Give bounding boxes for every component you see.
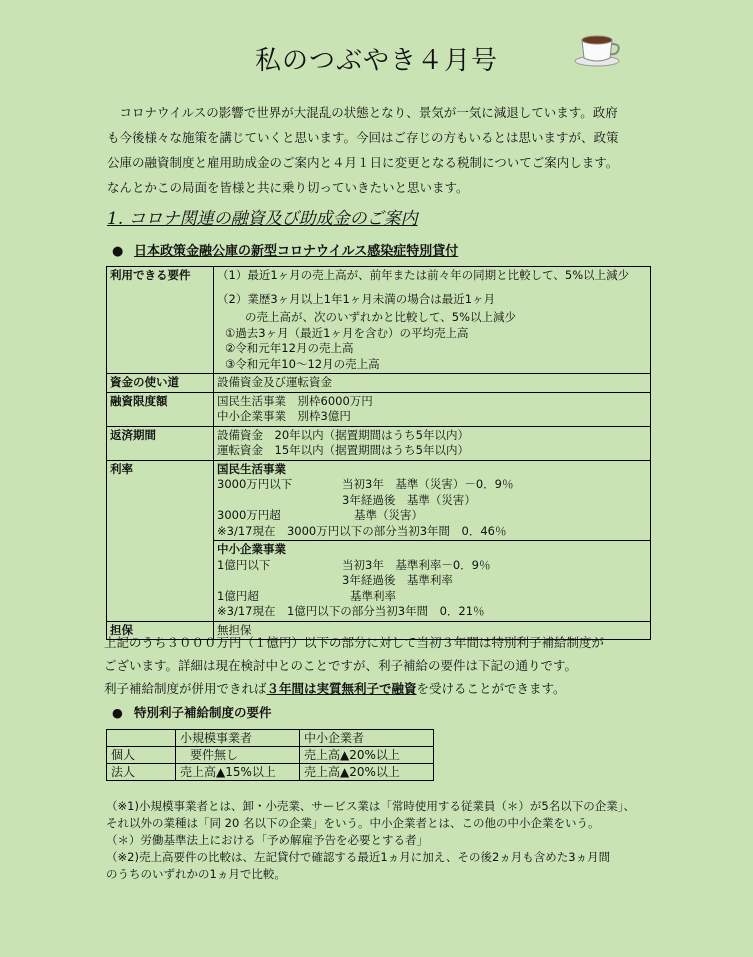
row-label: 利率 xyxy=(107,460,214,621)
col-header: 小規模事業者 xyxy=(176,730,300,747)
row-label: 法人 xyxy=(107,764,176,781)
row-label: 融資限度額 xyxy=(107,392,214,426)
table-row xyxy=(107,460,651,541)
bullet-icon: ● xyxy=(112,244,124,259)
intro-paragraph: コロナウイルスの影響で世界が大混乱の状態となり、景気が一気に減退しています。政府も今後様々な施策を講じていくと思います。今回はご存じの方もいるとは思いますが、政策公庫の融資制度と雇用助成金のご案内と４月１日に変更となる税制についてご案内します。なんとかこの局面を皆様と共に乗り切っていきたいと思います。 xyxy=(107,105,619,195)
after-table-text: 上記のうち３０００万円（１億円）以下の部分に対して当初３年間は特別利子補給制度が ございます。詳細は現在検討中とのことですが、利子補給の要件は下記の通りです。 利子補給制度が併用できれば３年間は実質無利子で融資を受けることができます。 xyxy=(104,635,605,696)
row-value: 設備資金及び運転資金 xyxy=(214,374,651,393)
page-title: 私のつぶやき４月号 xyxy=(254,46,498,76)
row-value: （1）最近1ヶ月の売上高が、前年または前々年の同期と比較して、5%以上減少 （2）業歴3ヶ月以上1年1ヶ月未満の場合は最近1ヶ月 の売上高が、次のいずれかと比較して、5%以上減少 ①過去3ヶ月（最近1ヶ月を含む）の平均売上高 ②令和元年12月の売上高 ③令和元年10～12月の売上高 xyxy=(214,267,651,374)
col-header: 中小企業者 xyxy=(300,730,434,747)
table-row xyxy=(107,374,651,393)
coffee-cup-icon xyxy=(572,28,624,68)
row-value: 無担保 xyxy=(214,621,651,640)
row-label: 個人 xyxy=(107,747,176,764)
table-row: 個人 要件無し 売上高▲20%以上 xyxy=(107,747,434,764)
row-value: 国民生活事業 別枠6000万円 中小企業事業 別枠3億円 xyxy=(214,392,651,426)
footnotes: （※1)小規模事業者とは、卸・小売業、サービス業は「常時使用する従業員（＊）が5名以下の企業」、 それ以外の業種は「同 20 名以下の企業」をいう。中小企業者とは、この他の中小企業をいう。 （＊）労働基準法上における「予め解雇予告を必要とする者」 （※2)売上高要件の比較は、左記貸付で確認する最近1ヵ月に加え、その後2ヵ月も含めた3ヵ月間 のうちのいずれかの1ヵ月で比較。 xyxy=(106,799,636,881)
table-row xyxy=(107,267,651,374)
section-heading: 1. コロナ関連の融資及び助成金のご案内 xyxy=(107,209,418,229)
row-label: 返済期間 xyxy=(107,426,214,460)
table-row xyxy=(107,392,651,426)
rate-chusho: 中小企業事業 1億円以下 当初3年 基準利率－0．9％ 3年経過後 基準利率 1億円超 基準利率 ※3/17現在 1億円以下の部分当初3年間 0．21％ xyxy=(214,541,651,622)
row-value: 設備資金 20年以内（据置期間はうち5年以内） 運転資金 15年以内（据置期間はうち5年以内） xyxy=(214,426,651,460)
subsidy-table xyxy=(106,729,434,781)
row-label: 担保 xyxy=(107,621,214,640)
row-label: 利用できる要件 xyxy=(107,267,214,374)
bullet-icon: ● xyxy=(112,705,123,720)
row-label: 資金の使い道 xyxy=(107,374,214,393)
bullet-heading-subsidy: ● 特別利子補給制度の要件 xyxy=(112,705,272,720)
rate-kokumin: 国民生活事業 3000万円以下 当初3年 基準（災害）－0．9％ 3年経過後 基準（災害） 3000万円超 基準（災害） ※3/17現在 3000万円以下の部分当初3年間 0．46％ xyxy=(214,460,651,541)
table-row xyxy=(107,730,434,747)
table-row xyxy=(107,426,651,460)
loan-table xyxy=(106,266,651,640)
emphasis-text: ３年間は実質無利子で融資 xyxy=(266,681,417,696)
table-row: 法人 売上高▲15%以上 売上高▲20%以上 xyxy=(107,764,434,781)
bullet-heading-loan: ● 日本政策金融公庫の新型コロナウイルス感染症特別貸付 xyxy=(112,244,459,259)
